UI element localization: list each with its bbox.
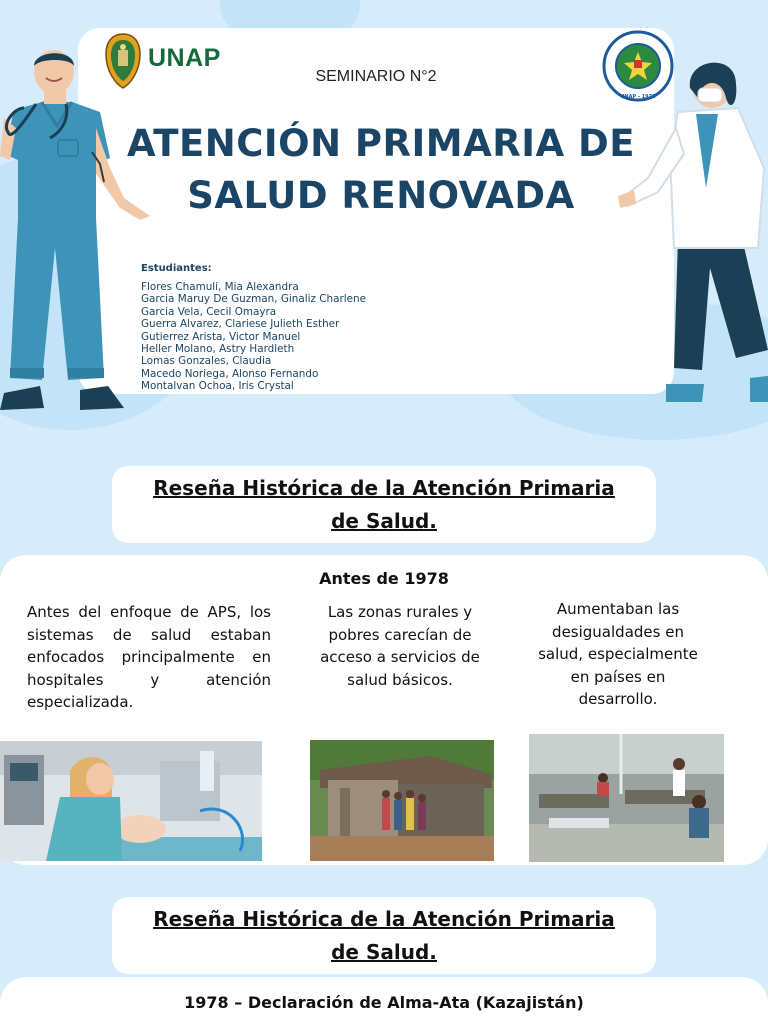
section-heading-line-1: Reseña Histórica de la Atención Primaria	[153, 475, 615, 500]
title-card	[78, 28, 674, 394]
student-name: Gutierrez Arista, Victor Manuel	[141, 330, 301, 343]
section-heading	[112, 466, 656, 543]
title-line-2: SALUD RENOVADA	[187, 174, 575, 217]
crowded-clinic-photo	[529, 734, 724, 862]
unap-logo-text: UNAP	[148, 44, 221, 72]
student-name: Montalvan Ochoa, Iris Crystal	[141, 380, 294, 393]
content-panel	[0, 977, 768, 1024]
column-text-hospitals: Antes del enfoque de APS, los sistemas de salud estaban enfocados principalmente en hospitales y atención especializada.	[27, 603, 271, 711]
faculty-seal-year: UNAP - 1971	[620, 94, 656, 100]
section-heading-line-1: Reseña Histórica de la Atención Primaria	[153, 906, 615, 931]
seminar-label: SEMINARIO N°2	[315, 68, 437, 85]
doctor-illustration	[618, 58, 768, 408]
hospital-icu-photo	[0, 741, 262, 861]
students-label: Estudiantes:	[141, 263, 212, 274]
student-name: Macedo Noriega, Alonso Fernando	[141, 367, 319, 380]
student-name: Garcia Vela, Cecil Omayra	[141, 305, 277, 318]
title-line-1: ATENCIÓN PRIMARIA DE	[126, 122, 636, 165]
section-heading-line-2: de Salud.	[331, 939, 437, 964]
students-list	[141, 281, 366, 393]
student-name: Guerra Alvarez, Clariese Julieth Esther	[141, 318, 340, 331]
student-name: Flores Chamuli, Mia Alexandra	[141, 281, 299, 293]
panel-subtitle: Antes de 1978	[319, 569, 449, 588]
student-name: Heller Molano, Astry Hardleth	[141, 343, 295, 356]
column-text-rural: Las zonas rurales y pobres carecían de acceso a servicios de salud básicos.	[320, 603, 480, 689]
rural-housing-photo	[310, 740, 494, 861]
page-title	[118, 118, 644, 222]
nurse-illustration	[0, 48, 150, 413]
section-heading-line-2: de Salud.	[331, 508, 437, 533]
panel-subtitle: 1978 – Declaración de Alma-Ata (Kazajistán)	[184, 993, 584, 1012]
column-text-inequality: Aumentaban las desigualdades en salud, especialmente en países en desarrollo.	[538, 600, 698, 708]
student-name: Lomas Gonzales, Claudia	[141, 355, 272, 368]
student-name: Garcia Maruy De Guzman, Ginaliz Charlene	[141, 293, 367, 306]
section-heading	[112, 897, 656, 974]
